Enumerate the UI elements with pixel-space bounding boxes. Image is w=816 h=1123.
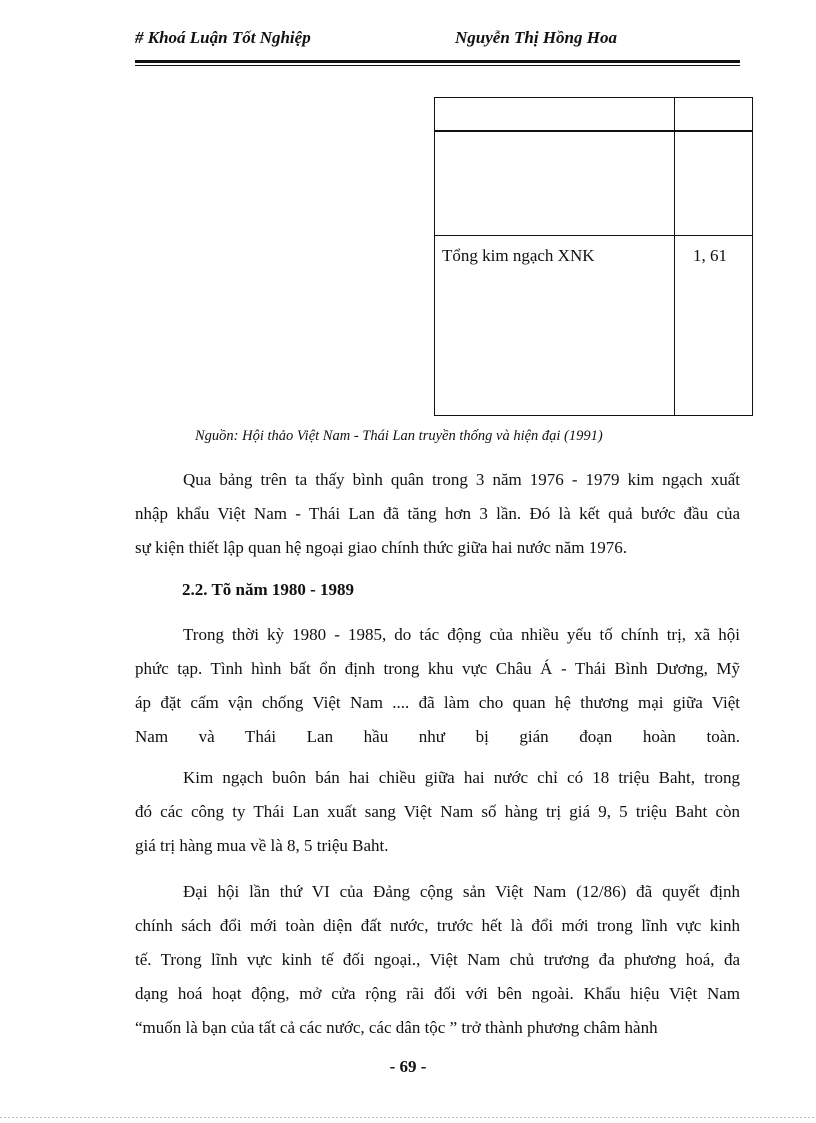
- text-line: Trong thời kỳ 1980 - 1985, do tác động của nhiều yếu tố chính trị, xã hội: [183, 625, 740, 644]
- text-line: Kim ngạch buôn bán hai chiều giữa hai nước chỉ có 18 triệu Baht, trong: [183, 768, 740, 787]
- paragraph-4: [135, 875, 740, 1045]
- text-line: Qua bảng trên ta thấy bình quân trong 3 năm 1976 - 1979 kim ngạch xuất: [183, 470, 740, 489]
- text-line: nhập khẩu Việt Nam - Thái Lan đã tăng hơn 3 lần. Đó là kết quả bước đầu của: [135, 504, 740, 523]
- text-line: tế. Trong lĩnh vực kinh tế đối ngoại., Việt Nam chủ trương đa phương hoá, đa: [135, 950, 740, 969]
- table-border-left: [434, 97, 435, 416]
- text-line: Đại hội lần thứ VI của Đảng cộng sản Việt Nam (12/86) đã quyết định: [183, 882, 740, 901]
- text-line: phức tạp. Tình hình bất ổn định trong khu vực Châu Á - Thái Bình Dương, Mỹ: [135, 659, 740, 678]
- header-author: Nguyễn Thị Hồng Hoa: [455, 28, 617, 47]
- table-border-bottom: [434, 415, 753, 416]
- text-line: chính sách đổi mới toàn diện đất nước, trước hết là đổi mới trong lĩnh vực kinh: [135, 916, 740, 935]
- data-table: [434, 97, 753, 416]
- table-border-top: [434, 97, 753, 98]
- table-row-value: 1, 61: [693, 246, 727, 265]
- paragraph-3: [135, 761, 740, 863]
- header-rule-thick: [135, 60, 740, 63]
- paragraph-1: [135, 463, 740, 565]
- text-line: giá trị hàng mua về là 8, 5 triệu Baht.: [135, 836, 389, 855]
- table-header-rule: [434, 130, 753, 132]
- text-line: áp đặt cấm vận chống Việt Nam .... đã làm cho quan hệ thương mại giữa Việt: [135, 693, 740, 712]
- table-row-label: Tổng kim ngạch XNK: [442, 246, 595, 265]
- header-title: # Khoá Luận Tốt Nghiệp: [135, 28, 311, 47]
- text-line: đó các công ty Thái Lan xuất sang Việt Nam số hàng trị giá 9, 5 triệu Baht còn: [135, 802, 740, 821]
- paragraph-2: [135, 618, 740, 754]
- table-column-divider: [674, 97, 675, 416]
- table-border-right: [752, 97, 753, 416]
- table-source-note: Nguồn: Hội thảo Việt Nam - Thái Lan truyền thống và hiện đại (1991): [195, 428, 603, 444]
- text-line: dạng hoá hoạt động, mở cửa rộng rãi đối với bên ngoài. Khẩu hiệu Việt Nam: [135, 984, 740, 1003]
- text-line: sự kiện thiết lập quan hệ ngoại giao chính thức giữa hai nước năm 1976.: [135, 538, 627, 557]
- table-row-rule: [434, 235, 753, 236]
- text-line: “muốn là bạn của tất cả các nước, các dân tộc ” trở thành phương châm hành: [135, 1018, 658, 1037]
- page-bottom-dotted-edge: [0, 1117, 816, 1118]
- page-number: - 69 -: [389, 1057, 427, 1076]
- header-rule-thin: [135, 65, 740, 66]
- page-header: [135, 28, 740, 52]
- text-line: Nam và Thái Lan hầu như bị gián đoạn hoàn toàn.: [135, 727, 740, 746]
- section-heading: 2.2. Tõ năm 1980 - 1989: [182, 580, 355, 599]
